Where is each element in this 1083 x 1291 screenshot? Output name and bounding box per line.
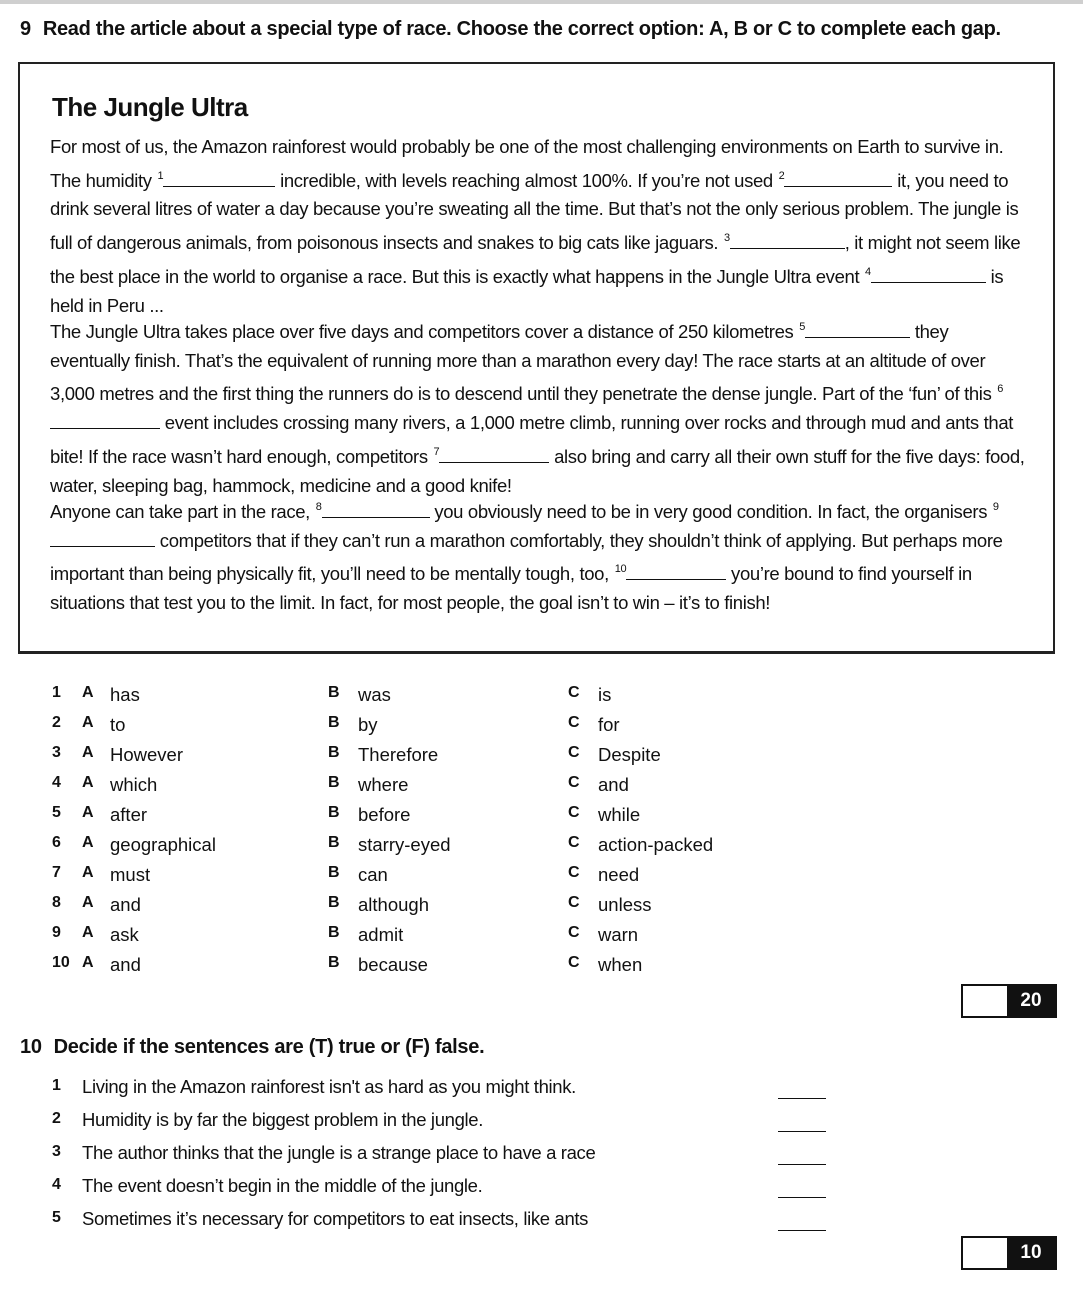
option-letter-c: C xyxy=(568,894,580,911)
article-paragraph-1 xyxy=(50,133,1030,320)
option-letter-c: C xyxy=(568,774,580,791)
option-b[interactable]: admit xyxy=(358,924,404,945)
gap-blank-5[interactable] xyxy=(805,318,910,338)
gap-number: 1 xyxy=(157,169,164,182)
text: competitors that if they can’t run a marathon comfortably, they shouldn’t think of applying. But perhaps more important than being physically fit, you’ll need to be mentally tough, too, xyxy=(50,529,1003,585)
option-row xyxy=(52,684,752,714)
gap-blank-8[interactable] xyxy=(322,498,430,518)
gap-number: 6 xyxy=(997,383,1004,396)
option-c[interactable]: need xyxy=(598,864,640,885)
option-row xyxy=(52,804,752,834)
option-a[interactable]: after xyxy=(110,804,148,825)
option-row xyxy=(52,834,752,864)
option-c[interactable]: while xyxy=(598,804,641,825)
question-number: 10 xyxy=(52,954,70,971)
gap-blank-10[interactable] xyxy=(626,560,726,580)
text: Anyone can take part in the race, xyxy=(50,501,315,522)
text: they eventually finish. That’s the equivalent of running more than a marathon every day! The race starts at an altitude of over 3,000 metres and the first thing the runners do is to descend until they penetrate the dense jungle. Part of the ‘fun’ of this xyxy=(50,321,997,405)
article-paragraph-2 xyxy=(50,313,1030,500)
option-row xyxy=(52,774,752,804)
option-letter-a: A xyxy=(82,804,94,821)
answer-line[interactable] xyxy=(778,1098,826,1099)
option-letter-b: B xyxy=(328,834,340,851)
answer-line[interactable] xyxy=(778,1197,826,1198)
statement: Living in the Amazon rainforest isn't as hard as you might think. xyxy=(82,1076,576,1097)
option-letter-a: A xyxy=(82,744,94,761)
option-letter-c: C xyxy=(568,834,580,851)
true-false-item xyxy=(52,1208,832,1238)
option-row xyxy=(52,864,752,894)
option-c[interactable]: Despite xyxy=(598,744,661,765)
option-b[interactable]: Therefore xyxy=(358,744,439,765)
option-c[interactable]: warn xyxy=(598,924,639,945)
option-a[interactable]: ask xyxy=(110,924,139,945)
exercise-10-heading xyxy=(20,1036,484,1059)
text: also bring and carry all their own stuff for the five days: food, water, sleeping bag, hammock, medicine and a good knife! xyxy=(50,445,1025,496)
statement: Sometimes it’s necessary for competitors to eat insects, like ants xyxy=(82,1208,589,1229)
gap-blank-2[interactable] xyxy=(784,167,892,187)
option-b[interactable]: before xyxy=(358,804,411,825)
article-title: The Jungle Ultra xyxy=(52,92,248,122)
question-number: 7 xyxy=(52,864,61,881)
option-letter-b: B xyxy=(328,684,340,701)
question-number: 8 xyxy=(52,894,61,911)
item-number: 3 xyxy=(52,1143,61,1160)
text: For most of us, the Amazon rainforest would probably be one of the most challenging environments on Earth to survive in. The humidity xyxy=(50,136,1004,191)
gap-blank-7[interactable] xyxy=(439,443,549,463)
question-number: 5 xyxy=(52,804,61,821)
article-paragraph-3 xyxy=(50,493,1030,618)
statement: The event doesn’t begin in the middle of the jungle. xyxy=(82,1175,483,1196)
option-letter-a: A xyxy=(82,954,94,971)
option-letter-c: C xyxy=(568,954,580,971)
option-letter-c: C xyxy=(568,924,580,941)
true-false-item xyxy=(52,1142,832,1172)
answer-line[interactable] xyxy=(778,1230,826,1231)
item-number: 2 xyxy=(52,1110,61,1127)
option-letter-a: A xyxy=(82,774,94,791)
option-letter-b: B xyxy=(328,924,340,941)
item-number: 4 xyxy=(52,1176,61,1193)
item-number: 5 xyxy=(52,1209,61,1226)
gap-blank-6[interactable] xyxy=(50,409,160,429)
gap-number: 8 xyxy=(315,501,322,513)
true-false-item xyxy=(52,1109,832,1139)
exercise-instruction: Read the article about a special type of race. Choose the correct option: A, B or C to complete each gap. xyxy=(42,18,1001,40)
question-number: 2 xyxy=(52,714,61,731)
exercise-9-heading xyxy=(20,18,1001,41)
question-number: 9 xyxy=(52,924,61,941)
top-edge-bar xyxy=(0,0,1083,4)
option-letter-b: B xyxy=(328,864,340,881)
option-a[interactable]: and xyxy=(110,894,141,915)
option-a[interactable]: must xyxy=(110,864,151,885)
gap-number: 3 xyxy=(723,232,730,245)
gap-number: 9 xyxy=(992,501,999,513)
option-c[interactable]: unless xyxy=(598,894,652,915)
option-c[interactable]: and xyxy=(598,774,629,795)
option-letter-b: B xyxy=(328,774,340,791)
option-row xyxy=(52,954,752,984)
text: you’re bound to find yourself in situations that test you to the limit. In fact, for most people, the goal isn’t to win – it’s to finish! xyxy=(50,563,972,614)
option-letter-a: A xyxy=(82,894,94,911)
option-letter-c: C xyxy=(568,684,580,701)
option-letter-b: B xyxy=(328,714,340,731)
text: event includes crossing many rivers, a 1,000 metre climb, running over rocks and through mud and ants that bite! If the race wasn’t hard enough, competitors xyxy=(50,412,1014,467)
text: you obviously need to be in very good condition. In fact, the organisers xyxy=(429,501,992,522)
option-letter-c: C xyxy=(568,744,580,761)
statement: The author thinks that the jungle is a strange place to have a race xyxy=(82,1142,596,1163)
gap-number: 4 xyxy=(865,265,871,278)
exercise-instruction: Decide if the sentences are (T) true or (F) false. xyxy=(53,1036,485,1058)
option-letter-a: A xyxy=(82,714,94,731)
exercise-number: 9 xyxy=(20,18,31,40)
score-total: 20 xyxy=(1007,986,1055,1016)
gap-number: 2 xyxy=(778,169,785,182)
text: is held in Peru ... xyxy=(50,265,1004,316)
option-c[interactable]: is xyxy=(598,684,612,705)
option-a[interactable]: to xyxy=(110,714,126,735)
gap-blank-3[interactable] xyxy=(730,229,845,249)
article-box xyxy=(18,62,1055,654)
option-letter-a: A xyxy=(82,924,94,941)
gap-number: 5 xyxy=(799,321,806,333)
option-letter-a: A xyxy=(82,834,94,851)
option-b[interactable]: because xyxy=(358,954,428,975)
score-box-ex9[interactable] xyxy=(961,984,1057,1018)
text: , it might not seem like the best place in the world to organise a race. But this is exactly what happens in the Jungle Ultra event xyxy=(50,232,1021,287)
score-box-ex10[interactable] xyxy=(961,1236,1057,1270)
option-letter-a: A xyxy=(82,864,94,881)
gap-number: 7 xyxy=(433,445,440,458)
option-b[interactable]: where xyxy=(358,774,409,795)
option-row xyxy=(52,894,752,924)
true-false-item xyxy=(52,1076,832,1106)
option-b[interactable]: by xyxy=(358,714,378,735)
option-c[interactable]: when xyxy=(598,954,643,975)
question-number: 1 xyxy=(52,684,61,701)
option-a[interactable]: geographical xyxy=(110,834,216,855)
option-letter-b: B xyxy=(328,804,340,821)
true-false-item xyxy=(52,1175,832,1205)
gap-blank-1[interactable] xyxy=(163,167,275,187)
gap-blank-4[interactable] xyxy=(871,263,986,283)
statement: Humidity is by far the biggest problem in the jungle. xyxy=(82,1109,483,1130)
option-b[interactable]: starry-eyed xyxy=(358,834,451,855)
option-row xyxy=(52,924,752,954)
option-c[interactable]: for xyxy=(598,714,620,735)
question-number: 4 xyxy=(52,774,61,791)
exercise-number: 10 xyxy=(20,1036,42,1058)
option-a[interactable]: has xyxy=(110,684,140,705)
option-row xyxy=(52,744,752,774)
option-letter-c: C xyxy=(568,714,580,731)
text: it, you need to drink several litres of water a day because you’re sweating all the time. But that’s not the only serious problem. The jungle is full of dangerous animals, from poisonous insects and snakes to big cats like jaguars. xyxy=(50,169,1019,254)
option-letter-b: B xyxy=(328,894,340,911)
option-letter-b: B xyxy=(328,744,340,761)
option-row xyxy=(52,714,752,744)
answer-line[interactable] xyxy=(778,1164,826,1165)
option-letter-c: C xyxy=(568,864,580,881)
score-total: 10 xyxy=(1007,1238,1055,1268)
option-letter-c: C xyxy=(568,804,580,821)
option-a[interactable]: However xyxy=(110,744,183,765)
item-number: 1 xyxy=(52,1077,61,1094)
question-number: 3 xyxy=(52,744,61,761)
option-b[interactable]: although xyxy=(358,894,429,915)
option-a[interactable]: which xyxy=(110,774,158,795)
answer-line[interactable] xyxy=(778,1131,826,1132)
option-b[interactable]: was xyxy=(358,684,391,705)
option-b[interactable]: can xyxy=(358,864,388,885)
option-a[interactable]: and xyxy=(110,954,141,975)
gap-number: 10 xyxy=(614,563,627,576)
option-letter-b: B xyxy=(328,954,340,971)
option-c[interactable]: action-packed xyxy=(598,834,714,855)
question-number: 6 xyxy=(52,834,61,851)
text: incredible, with levels reaching almost 100%. If you’re not used xyxy=(275,169,778,191)
option-letter-a: A xyxy=(82,684,94,701)
text: The Jungle Ultra takes place over five days and competitors cover a distance of 250 kilometres xyxy=(50,321,799,342)
gap-blank-9[interactable] xyxy=(50,527,155,547)
